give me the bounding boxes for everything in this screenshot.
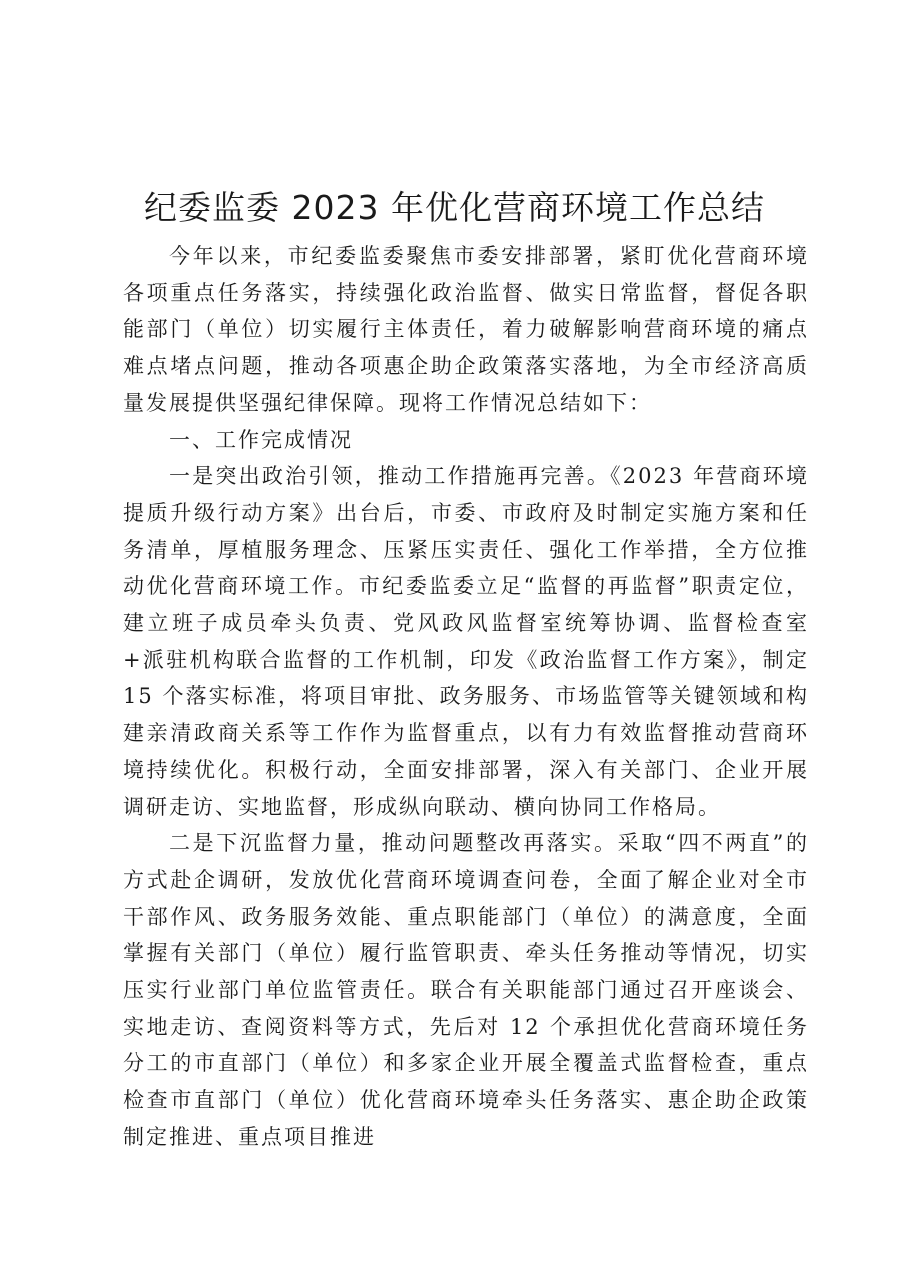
document-body — [123, 238, 809, 1156]
document-title: 纪委监委 2023 年优化营商环境工作总结 — [144, 188, 765, 228]
intro-paragraph: 今年以来，市纪委监委聚焦市委安排部署，紧盯优化营商环境各项重点任务落实，持续强化政治监督、做实日常监督，督促各职能部门（单位）切实履行主体责任，着力破解影响营商环境的痛点难点堵点问题，推动各项惠企助企政策落实落地，为全市经济高质量发展提供坚强纪律保障。现将工作情况总结如下： — [123, 244, 809, 415]
body-paragraph: 一是突出政治引领，推动工作措施再完善。《2023 年营商环境提质升级行动方案》出台后，市委、市政府及时制定实施方案和任务清单，厚植服务理念、压紧压实责任、强化工作举措，全方位推动优化营商环境工作。市纪委监委立足“监督的再监督”职责定位，建立班子成员牵头负责、党风政风监督室统筹协调、监督检查室+派驻机构联合监督的工作机制，印发《政治监督工作方案》，制定 15 个落实标准，将项目审批、政务服务、市场监管等关键领域和构建亲清政商关系等工作作为监督重点，以有力有效监督推动营商环境持续优化。积极行动，全面安排部署，深入有关部门、企业开展调研走访、实地监督，形成纵向联动、横向协同工作格局。 — [123, 464, 809, 819]
section-heading: 一、工作完成情况 — [169, 427, 353, 452]
body-paragraph: 二是下沉监督力量，推动问题整改再落实。采取“四不两直”的方式赴企调研，发放优化营商环境调查问卷，全面了解企业对全市干部作风、政务服务效能、重点职能部门（单位）的满意度，全面掌握有关部门（单位）履行监管职责、牵头任务推动等情况，切实压实行业部门单位监管责任。联合有关职能部门通过召开座谈会、实地走访、查阅资料等方式，先后对 12 个承担优化营商环境任务分工的市直部门（单位）和多家企业开展全覆盖式监督检查，重点检查市直部门（单位）优化营商环境牵头任务落实、惠企助企政策制定推进、重点项目推进 — [123, 831, 809, 1149]
